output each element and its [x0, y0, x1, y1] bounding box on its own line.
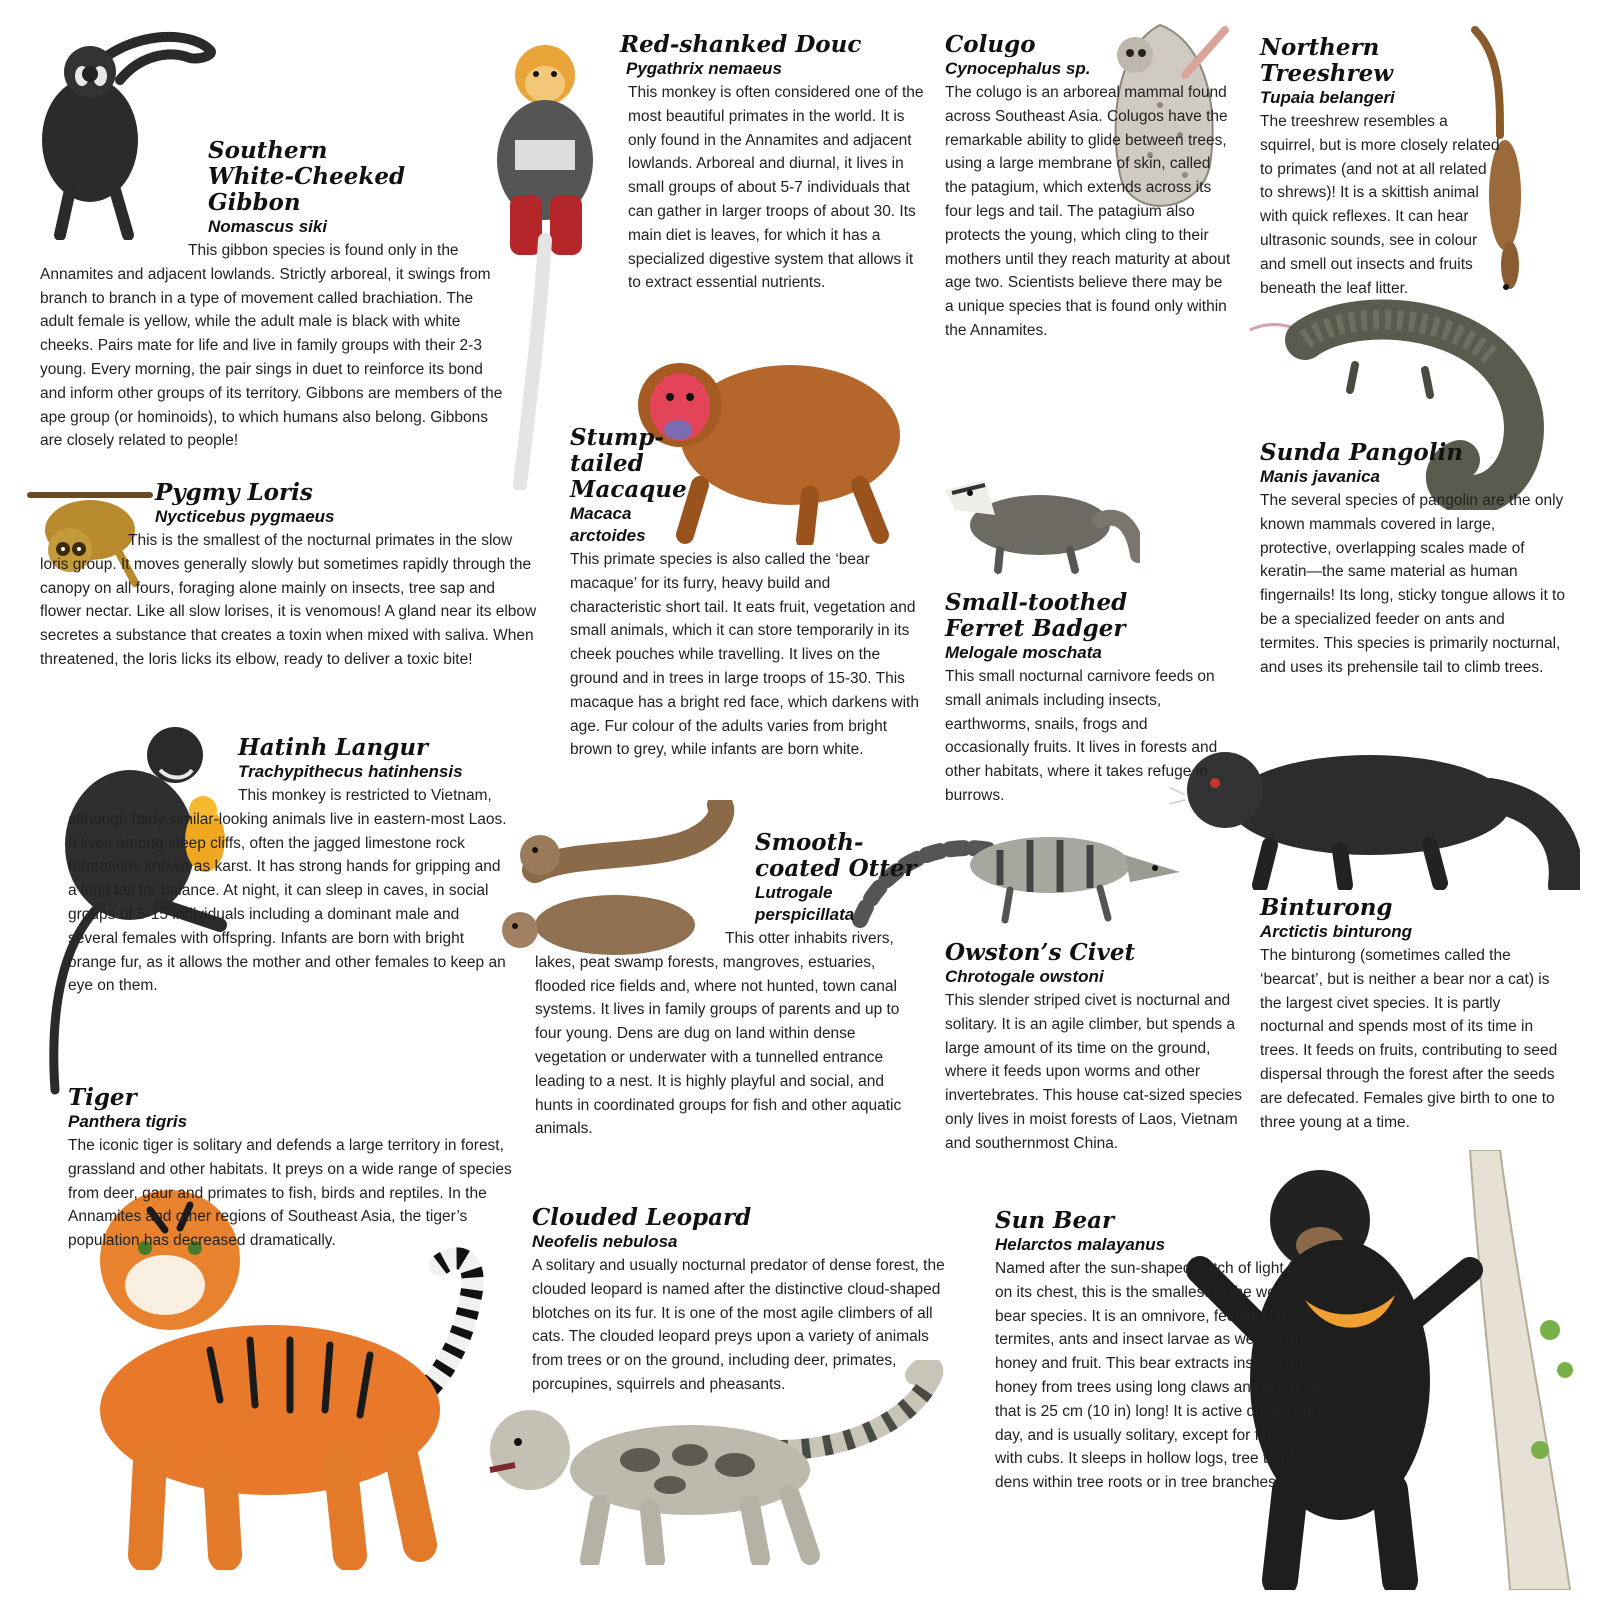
otter-scientific	[755, 882, 925, 926]
macaque-name-line3: Macaque	[570, 476, 687, 503]
douc-name: Red-shanked Douc	[620, 31, 862, 58]
langur-description: This monkey is restricted to Vietnam, although fairly similar-looking animals live in eastern-most Laos. It lives among steep cliffs, often the jagged limestone rock formations known as karst. It has strong hands for gripping and a long tail for balance. At night, it can sleep in caves, in social groups of 5-15 individuals including a dominant male and several females with offspring. Infants are born with bright orange fur, as it allows the mother and other females to keep an eye on them.	[68, 787, 507, 995]
langur-name: Hatinh Langur	[238, 734, 429, 761]
leopard-name: Clouded Leopard	[532, 1204, 752, 1231]
binturong-illustration	[1170, 725, 1580, 890]
macaque-entry	[570, 425, 925, 762]
colugo-name: Colugo	[945, 31, 1036, 58]
gibbon-scientific: Nomascus siki	[208, 217, 328, 236]
treeshrew-name	[1260, 35, 1540, 87]
leopard-description: A solitary and usually nocturnal predator of dense forest, the clouded leopard is named after the distinctive cloud-shaped blotches on its fur. It is one of the most agile climbers of all cats. The clouded leopard preys upon a variety of animals from trees or on the ground, including deer, primates, porcupines, squirrels and pheasants.	[532, 1257, 945, 1393]
macaque-name-line1: Stump-	[570, 424, 664, 451]
otter-entry	[535, 830, 925, 1141]
sunbear-name: Sun Bear	[995, 1207, 1115, 1234]
tiger-name: Tiger	[68, 1084, 137, 1111]
pangolin-description: The several species of pangolin are the only known mammals covered in large, protective, overlapping scales made of keratin—the same material as human fingernails! Its long, sticky tongue allows it to be a specialized feeder on ants and termites. This species is primarily nocturnal, and uses its prehensile tail to climb trees.	[1260, 492, 1565, 676]
loris-description: This is the smallest of the nocturnal primates in the slow loris group. It moves generally slowly but sometimes rapidly through the canopy on all fours, foraging alone mainly on insects, tree sap and flower nectar. Like all slow lorises, it is venomous! A gland near its elbow secretes a substance that creates a toxin when mixed with saliva. When threatened, the loris licks its elbow, ready to deliver a toxic bite!	[40, 532, 537, 668]
colugo-scientific: Cynocephalus sp.	[945, 59, 1091, 78]
tiger-entry	[68, 1085, 518, 1253]
pangolin-scientific: Manis javanica	[1260, 467, 1381, 486]
sunbear-description: Named after the sun-shaped patch of light fur on its chest, this is the smallest of the world’s bear species. It is an omnivore, feeding on termites, ants and insect larvae as well as on honey and fruit. This bear extracts insects and honey from trees using long claws and a tongue that is 25 cm (10 in) long! It is active during the day, and is usually solitary, except for females with cubs. It sleeps in hollow logs, tree trunks, dens within tree roots or in tree branches.	[995, 1260, 1325, 1492]
macaque-description: This primate species is also called the ‘bear macaque’ for its furry, heavy build and characteristic short tail. It eats fruit, vegetation and small animals, which it can store temporarily in its cheek pouches while travelling. It lives on the ground and in trees in large troops of 15-30. This macaque has a bright red face, which darkens with age. Fur colour of the adults varies from bright brown to grey, while infants are born white.	[570, 551, 919, 759]
binturong-description: The binturong (sometimes called the ‘bearcat’, but is neither a bear nor a cat) is the largest civet species. It is partly nocturnal and spends most of its time in trees. It feeds on fruits, contributing to seed dispersal through the forest after the seeds are defecated. Females give birth to one to three young at a time.	[1260, 947, 1558, 1131]
civet-entry	[945, 940, 1245, 1156]
binturong-scientific: Arctictis binturong	[1260, 922, 1413, 941]
badger-name-line1: Small-toothed	[945, 589, 1128, 616]
macaque-name	[570, 425, 925, 503]
macaque-scientific	[570, 503, 925, 547]
sunbear-entry	[995, 1208, 1325, 1495]
loris-scientific: Nycticebus pygmaeus	[155, 507, 335, 526]
loris-entry	[40, 480, 540, 672]
civet-name: Owston’s Civet	[945, 939, 1136, 966]
leopard-scientific: Neofelis nebulosa	[532, 1232, 678, 1251]
badger-illustration	[940, 465, 1140, 575]
sunbear-scientific: Helarctos malayanus	[995, 1235, 1166, 1254]
douc-scientific: Pygathrix nemaeus	[626, 59, 782, 78]
treeshrew-description: The treeshrew resembles a squirrel, but is more closely related to primates (and not at all related to shrews)! It is a skittish animal with quick reflexes. It can hear ultrasonic sounds, see in colour and smell out insects and fruits beneath the leaf litter.	[1260, 113, 1500, 297]
tiger-scientific: Panthera tigris	[68, 1112, 188, 1131]
otter-name-line1: Smooth-	[755, 829, 864, 856]
macaque-name-line2: tailed	[570, 450, 644, 477]
gibbon-name-line2: White-Cheeked Gibbon	[208, 163, 406, 216]
douc-entry	[620, 32, 925, 295]
colugo-description: The colugo is an arboreal mammal found across Southeast Asia. Colugos have the remarkable ability to glide between trees, using a large membrane of skin, called the patagium, which extends across its four legs and tail. The patagium also protects the young, which cling to their mothers until they reach maturity at about age two. Scientists believe there may be a unique species that is found only within the Annamites.	[945, 84, 1231, 339]
loris-name: Pygmy Loris	[155, 479, 313, 506]
gibbon-name	[208, 138, 498, 216]
otter-description: This otter inhabits rivers, lakes, peat swamp forests, mangroves, estuaries, flooded rice fields and, where not hunted, town canal systems. It lives in family groups of parents and up to four young. Dens are dug on land within dense vegetation or underwater with a tunnelled entrance leading to a nest. It is highly playful and social, and hunts in coordinated groups for fish and other aquatic animals.	[535, 930, 902, 1138]
langur-scientific: Trachypithecus hatinhensis	[238, 762, 463, 781]
tiger-description: The iconic tiger is solitary and defends a large territory in forest, grassland and other habitats. It preys on a wide range of species from deer, gaur and primates to fish, birds and reptiles. In the Annamites and other regions of Southeast Asia, the tiger’s population has decreased dramatically.	[68, 1137, 512, 1250]
badger-description: This small nocturnal carnivore feeds on small animals including insects, earthworms, snails, frogs and occasionally fruits. It lives in forests and other habitats, where it takes refuge in burrows.	[945, 668, 1218, 804]
binturong-entry	[1260, 895, 1560, 1134]
gibbon-name-line1: Southern	[208, 137, 328, 164]
macaque-sci-line2: arctoides	[570, 526, 646, 545]
otter-name-line2: coated Otter	[755, 855, 917, 882]
badger-scientific: Melogale moschata	[945, 643, 1102, 662]
binturong-name: Binturong	[1260, 894, 1393, 921]
otter-name	[755, 830, 925, 882]
badger-entry	[945, 590, 1225, 808]
colugo-entry	[945, 32, 1235, 343]
treeshrew-name-line1: Northern	[1260, 34, 1380, 61]
otter-sci-line1: Lutrogale	[755, 883, 833, 902]
gibbon-entry	[40, 138, 510, 453]
langur-entry	[68, 735, 508, 998]
badger-name	[945, 590, 1225, 642]
treeshrew-scientific: Tupaia belangeri	[1260, 88, 1395, 107]
civet-description: This slender striped civet is nocturnal and solitary. It is an agile climber, but spends a large amount of its time on the ground, where it feeds upon worms and other invertebrates. This house cat-sized species only lives in moist forests of Laos, Vietnam and southernmost China.	[945, 992, 1242, 1152]
otter-sci-line2: perspicillata	[755, 905, 855, 924]
gibbon-description: This gibbon species is found only in the Annamites and adjacent lowlands. Strictly arboreal, it swings from branch to branch in a type of movement called brachiation. The adult female is yellow, while the adult male is black with white cheeks. Pairs mate for life and live in family groups with their 2-3 young. Every morning, the pair sings in duet to reinforce its bond and inform other groups of its territory. Gibbons are members of the ape group (or hominoids), to which humans also belong. Gibbons are closely related to people!	[40, 242, 503, 450]
pangolin-name: Sunda Pangolin	[1260, 439, 1463, 466]
badger-name-line2: Ferret Badger	[945, 615, 1126, 642]
treeshrew-entry	[1260, 35, 1540, 300]
pangolin-entry	[1260, 440, 1565, 679]
macaque-sci-line1: Macaca	[570, 504, 632, 523]
leopard-entry	[532, 1205, 952, 1397]
douc-description: This monkey is often considered one of the most beautiful primates in the world. It is only found in the Annamites and adjacent lowlands. Arboreal and diurnal, it lives in small groups of about 5-7 individuals that can gather in larger troops of about 30. Its main diet is leaves, for which it has a specialized digestive system that allows it to extract essential nutrients.	[628, 84, 924, 292]
civet-scientific: Chrotogale owstoni	[945, 967, 1104, 986]
treeshrew-name-line2: Treeshrew	[1260, 60, 1394, 87]
